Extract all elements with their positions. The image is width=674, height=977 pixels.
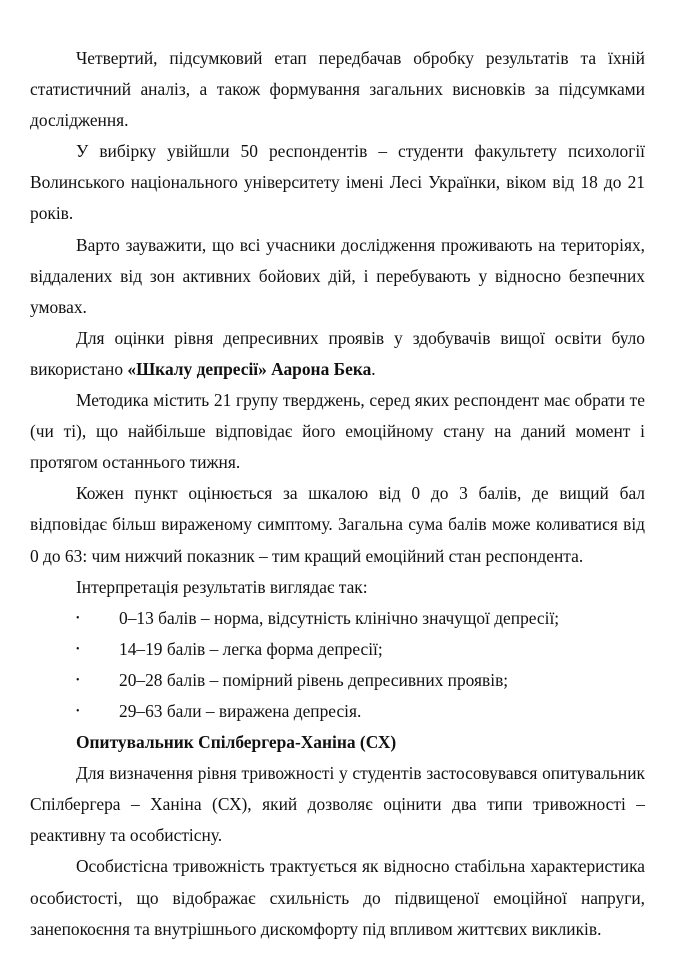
bullet-icon: • <box>76 705 80 717</box>
list-item-text: 14–19 балів – легка форма депресії; <box>119 638 383 659</box>
list-item-text: 0–13 балів – норма, відсутність клінічно значущої депресії; <box>119 607 560 628</box>
paragraph-sample: У вибірку увійшли 50 респондентів – студенти факультету психології Волинського національного університету імені Лесі Українки, віком від 18 до 21 років. <box>30 141 645 224</box>
list-item <box>30 603 645 634</box>
bullet-icon: • <box>76 674 80 686</box>
list-item-text: 29–63 бали – виражена депресія. <box>119 700 362 721</box>
paragraph-final-stage: Четвертий, підсумковий етап передбачав обробку результатів та їхній статистичний аналіз, а також формування загальних висновків за підсумками дослідження. <box>30 48 645 131</box>
paragraph-interpretation-intro: Інтерпретація результатів виглядає так: <box>76 576 368 597</box>
paragraph-scoring: Кожен пункт оцінюється за шкалою від 0 до 3 балів, де вищий бал відповідає більш вираженому симптому. Загальна сума балів може коливатися від 0 до 63: чим нижчий показник – тим кращий емоційний стан респондента. <box>30 483 645 566</box>
list-item <box>30 696 645 727</box>
paragraph-beck-scale-text: Для оцінки рівня депресивних проявів у здобувачів вищої освіти було використано <box>30 327 645 379</box>
bullet-icon: • <box>76 612 80 624</box>
list-item-text: 20–28 балів – помірний рівень депресивних проявів; <box>119 669 509 690</box>
beck-scale-name: «Шкалу депресії» Аарона Бека <box>127 358 372 379</box>
list-item <box>30 665 645 696</box>
paragraph-safety-note: Варто зауважити, що всі учасники дослідження проживають на територіях, віддалених від зон активних бойових дій, і перебувають у відносно безпечних умовах. <box>30 234 645 317</box>
bullet-icon: • <box>76 643 80 655</box>
paragraph-spielberger-intro: Для визначення рівня тривожності у студентів застосовувався опитувальник Спілбергера – Ханіна (СХ), який дозволяє оцінити два типи тривожності – реактивну та особистісну. <box>30 763 645 846</box>
paragraph-beck-scale-intro <box>30 323 645 385</box>
list-item <box>30 634 645 665</box>
paragraph-personal-anxiety: Особистісна тривожність трактується як відносно стабільна характеристика особистості, що відображає схильність до підвищеної емоційної напруги, занепокоєння та внутрішнього дискомфорту під впливом життєвих викликів. <box>30 856 645 939</box>
paragraph-beck-scale-end: . <box>371 358 376 379</box>
interpretation-list <box>30 603 645 727</box>
document-page <box>30 43 645 945</box>
paragraph-method-description: Методика містить 21 групу тверджень, серед яких респондент має обрати те (чи ті), що найбільше відповідає його емоційному стану на даний момент і протягом останнього тижня. <box>30 390 645 473</box>
section-heading: Опитувальник Спілбергера-Ханіна (СХ) <box>76 732 397 753</box>
